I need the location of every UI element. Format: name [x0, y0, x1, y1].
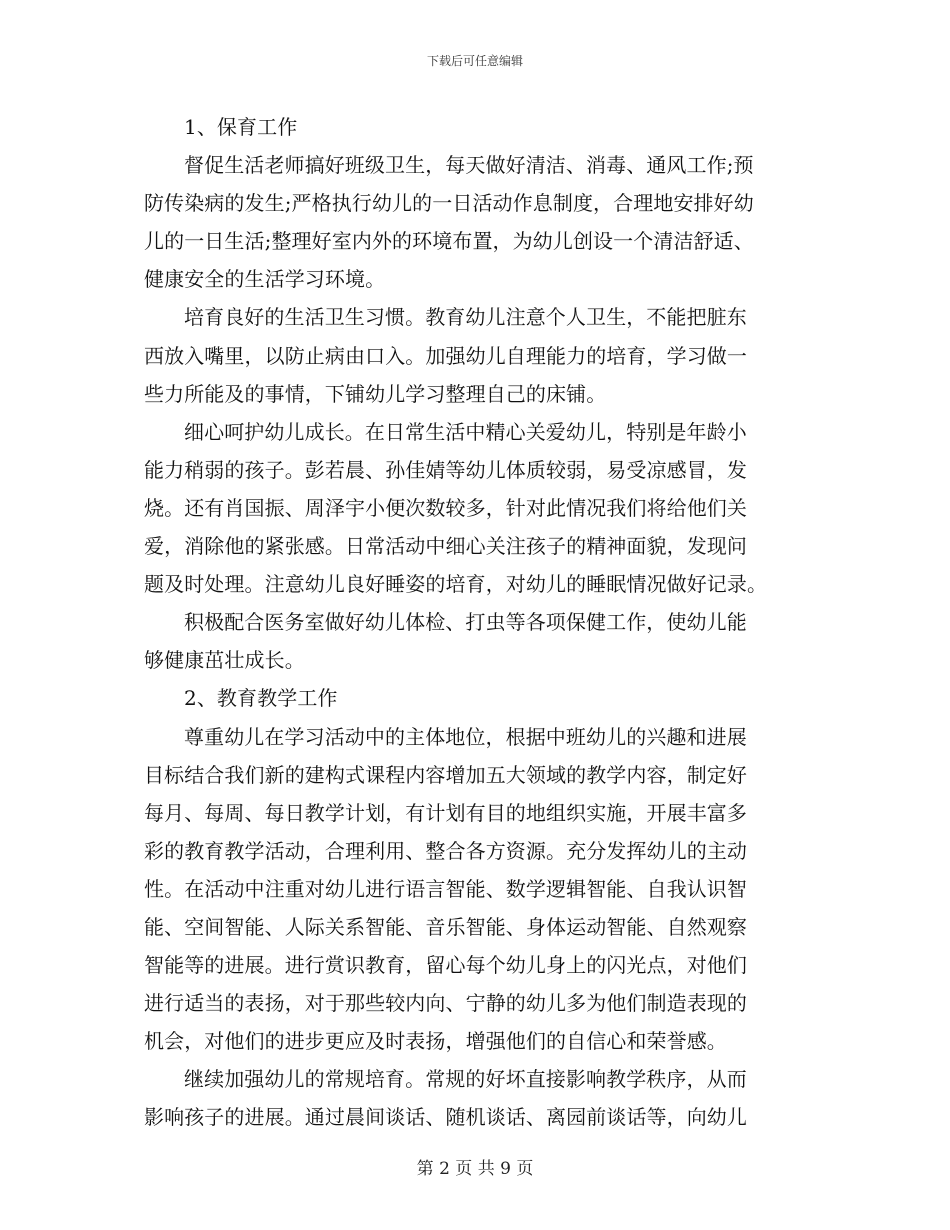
- text-line: 性。在活动中注重对幼儿进行语言智能、数学逻辑智能、自我认识智: [144, 876, 747, 901]
- text-line: 督促生活老师搞好班级卫生，每天做好清洁、消毒、通风工作;预: [184, 153, 754, 178]
- text-line: 继续加强幼儿的常规培育。常规的好坏直接影响教学秩序，从而: [184, 1067, 747, 1092]
- text-line: 机会，对他们的进步更应及时表扬，增强他们的自信心和荣誉感。: [144, 1029, 727, 1054]
- text-line: 能、空间智能、人际关系智能、音乐智能、身体运动智能、自然观察: [144, 914, 747, 939]
- text-line: 防传染病的发生;严格执行幼儿的一日活动作息制度，合理地安排好幼: [144, 191, 754, 216]
- text-line: 儿的一日生活;整理好室内外的环境布置，为幼儿创设一个清洁舒适、: [144, 229, 754, 254]
- text-line: 够健康茁壮成长。: [144, 648, 305, 673]
- text-line: 西放入嘴里，以防止病由口入。加强幼儿自理能力的培育，学习做一: [144, 343, 747, 368]
- text-line: 1、保育工作: [184, 115, 298, 139]
- text-line: 2、教育教学工作: [184, 686, 338, 711]
- text-line: 进行适当的表扬，对于那些较内向、宁静的幼儿多为他们制造表现的: [144, 991, 747, 1016]
- text-line: 些力所能及的事情，下铺幼儿学习整理自己的床铺。: [144, 381, 607, 406]
- page-header-note: 下载后可任意编辑: [426, 54, 523, 68]
- text-line: 影响孩子的进展。通过晨间谈话、随机谈话、离园前谈话等，向幼儿: [144, 1105, 747, 1130]
- text-line: 目标结合我们新的建构式课程内容增加五大领域的教学内容，制定好: [144, 762, 747, 787]
- text-line: 题及时处理。注意幼儿良好睡姿的培育，对幼儿的睡眠情况做好记录。: [144, 572, 768, 597]
- text-line: 烧。还有肖国振、周泽宇小便次数较多，针对此情况我们将给他们关: [144, 495, 747, 520]
- page-number: 第 2 页 共 9 页: [416, 1159, 534, 1179]
- text-line: 爱，消除他的紧张感。日常活动中细心关注孩子的精神面貌，发现问: [144, 534, 747, 559]
- text-line: 积极配合医务室做好幼儿体检、打虫等各项保健工作，使幼儿能: [184, 610, 747, 635]
- text-line: 彩的教育教学活动，合理利用、整合各方资源。充分发挥幼儿的主动: [144, 838, 747, 863]
- document-body: [144, 108, 804, 1137]
- text-line: 健康安全的生活学习环境。: [144, 267, 386, 292]
- text-line: 尊重幼儿在学习活动中的主体地位，根据中班幼儿的兴趣和进展: [184, 724, 747, 749]
- text-line: 每月、每周、每日教学计划，有计划有目的地组织实施，开展丰富多: [144, 800, 747, 825]
- text-line: 智能等的进展。进行赏识教育，留心每个幼儿身上的闪光点，对他们: [144, 953, 747, 978]
- text-line: 培育良好的生活卫生习惯。教育幼儿注意个人卫生，不能把脏东: [184, 305, 747, 330]
- text-line: 细心呵护幼儿成长。在日常生活中精心关爱幼儿，特别是年龄小: [184, 419, 747, 444]
- text-line: 能力稍弱的孩子。彭若晨、孙佳婧等幼儿体质较弱，易受凉感冒，发: [144, 457, 747, 482]
